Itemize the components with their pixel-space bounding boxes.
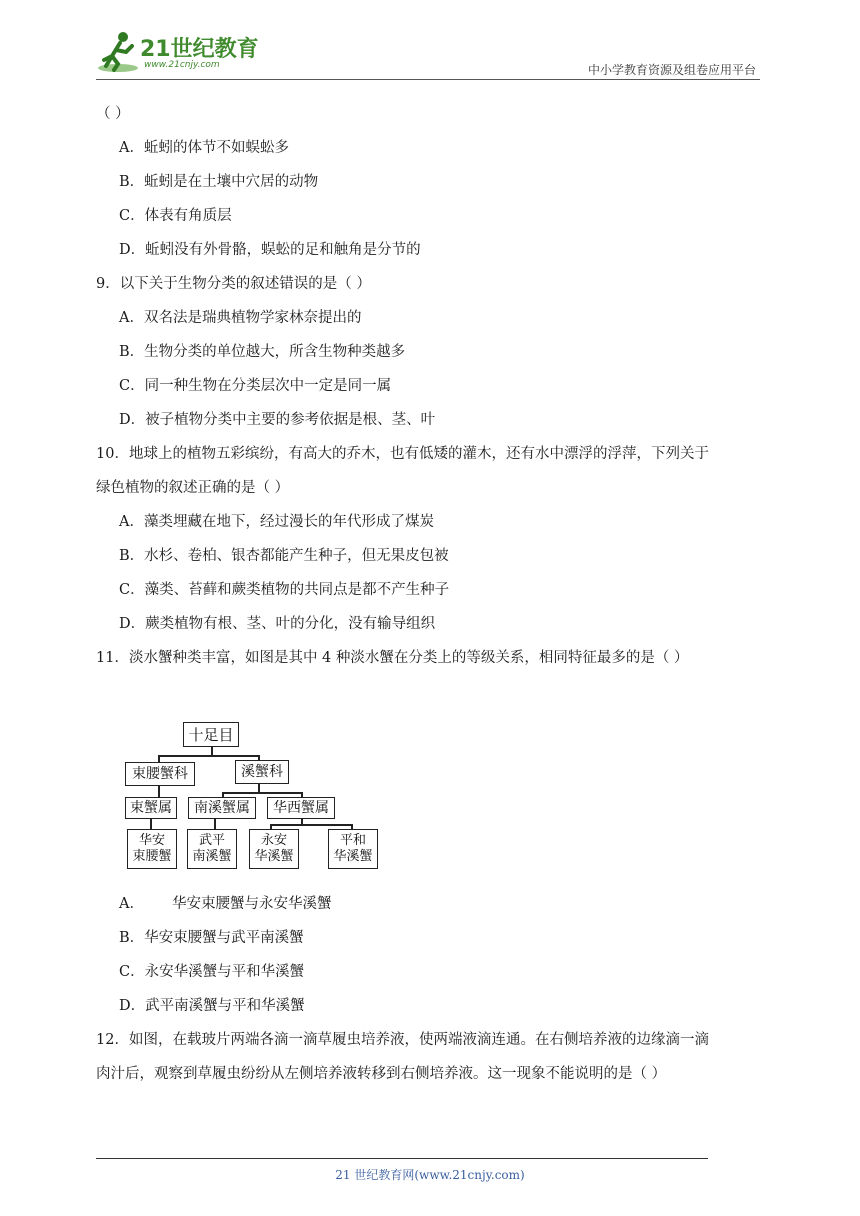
- footer-divider: [96, 1158, 708, 1159]
- q10-option-a: A．藻类埋藏在地下，经过漫长的年代形成了煤炭: [119, 514, 434, 530]
- order-box: 十足目: [183, 722, 239, 747]
- q11-option-d: D．武平南溪蟹与平和华溪蟹: [119, 998, 305, 1014]
- species-4-line2: 华溪蟹: [333, 849, 373, 864]
- species-3-line2: 华溪蟹: [254, 849, 294, 864]
- q11-option-c: C．永安华溪蟹与平和华溪蟹: [119, 964, 305, 980]
- q9-option-b: B．生物分类的单位越大，所含生物种类越多: [119, 344, 406, 360]
- q9-stem: 9．以下关于生物分类的叙述错误的是（ ）: [96, 276, 371, 292]
- q10-stem-line2: 绿色植物的叙述正确的是（ ）: [96, 480, 290, 496]
- q8-option-d: D．蚯蚓没有外骨骼，蜈蚣的足和触角是分节的: [119, 242, 421, 258]
- q11-option-a-text: 华安束腰蟹与永安华溪蟹: [171, 896, 332, 912]
- species-1-line1: 华安: [138, 833, 165, 848]
- connector-line: [270, 824, 352, 826]
- page-header: [0, 0, 860, 82]
- species-4-line1: 平和: [339, 833, 366, 848]
- connector-line: [158, 786, 160, 797]
- genus-box-3: 华西蟹属: [267, 797, 335, 819]
- q10-option-d: D．蕨类植物有根、茎、叶的分化，没有输导组织: [119, 616, 436, 632]
- connector-line: [150, 819, 152, 829]
- q10-option-c: C．藻类、苔藓和蕨类植物的共同点是都不产生种子: [119, 582, 450, 598]
- species-3-line1: 永安: [260, 833, 287, 848]
- species-box-3: [249, 829, 299, 869]
- q8-option-a: A．蚯蚓的体节不如蜈蚣多: [119, 140, 289, 156]
- q12-stem-line2: 肉汁后，观察到草履虫纷纷从左侧培养液转移到右侧培养液。这一现象不能说明的是（ ）: [96, 1066, 667, 1082]
- q8-stem-tail: （ ）: [96, 106, 130, 122]
- species-2-line1: 武平: [198, 833, 225, 848]
- q11-option-a-letter: A．: [119, 896, 144, 912]
- species-2-line2: 南溪蟹: [192, 849, 232, 864]
- footer-text: 21 世纪教育网(www.21cnjy.com): [335, 1168, 525, 1182]
- q9-option-d: D．被子植物分类中主要的参考依据是根、茎、叶: [119, 412, 436, 428]
- q11-stem: 11．淡水蟹种类丰富，如图是其中 4 种淡水蟹在分类上的等级关系，相同特征最多的是（ ）: [96, 650, 689, 666]
- connector-line: [214, 819, 216, 829]
- q12-stem-line1: 12．如图，在载玻片两端各滴一滴草履虫培养液，使两端液滴连通。在右侧培养液的边缘滴一滴: [96, 1032, 709, 1048]
- q8-option-b: B．蚯蚓是在土壤中穴居的动物: [119, 174, 319, 190]
- header-divider: [96, 79, 760, 80]
- q8-option-c: C．体表有角质层: [119, 208, 232, 224]
- site-logo: [96, 30, 266, 78]
- species-box-2: [187, 829, 237, 869]
- connector-line: [258, 784, 260, 792]
- platform-name: 中小学教育资源及组卷应用平台: [587, 63, 756, 77]
- q11-option-b: B．华安束腰蟹与武平南溪蟹: [119, 930, 304, 946]
- connector-line: [222, 792, 302, 794]
- family-box-2: 溪蟹科: [235, 760, 289, 784]
- logo-text: 21世纪教育: [140, 37, 259, 62]
- species-box-1: [127, 829, 177, 869]
- q10-stem-line1: 10．地球上的植物五彩缤纷，有高大的乔木，也有低矮的灌木，还有水中漂浮的浮萍，下列关于: [96, 446, 709, 462]
- q11-option-a: [119, 894, 331, 914]
- species-box-4: [328, 829, 378, 869]
- connector-line: [211, 746, 213, 755]
- q10-option-b: B．水杉、卷柏、银杏都能产生种子，但无果皮包被: [119, 548, 449, 564]
- logo-url: www.21cnjy.com: [144, 60, 220, 70]
- genus-box-2: 南溪蟹属: [188, 797, 256, 819]
- genus-box-1: 束蟹属: [125, 797, 177, 819]
- runner-logo-icon: [96, 30, 140, 76]
- connector-line: [158, 755, 258, 757]
- q9-option-a: A．双名法是瑞典植物学家林奈提出的: [119, 310, 362, 326]
- species-1-line2: 束腰蟹: [132, 849, 172, 864]
- connector-line: [158, 755, 160, 762]
- family-box-1: 束腰蟹科: [125, 762, 195, 786]
- q9-option-c: C．同一种生物在分类层次中一定是同一属: [119, 378, 392, 394]
